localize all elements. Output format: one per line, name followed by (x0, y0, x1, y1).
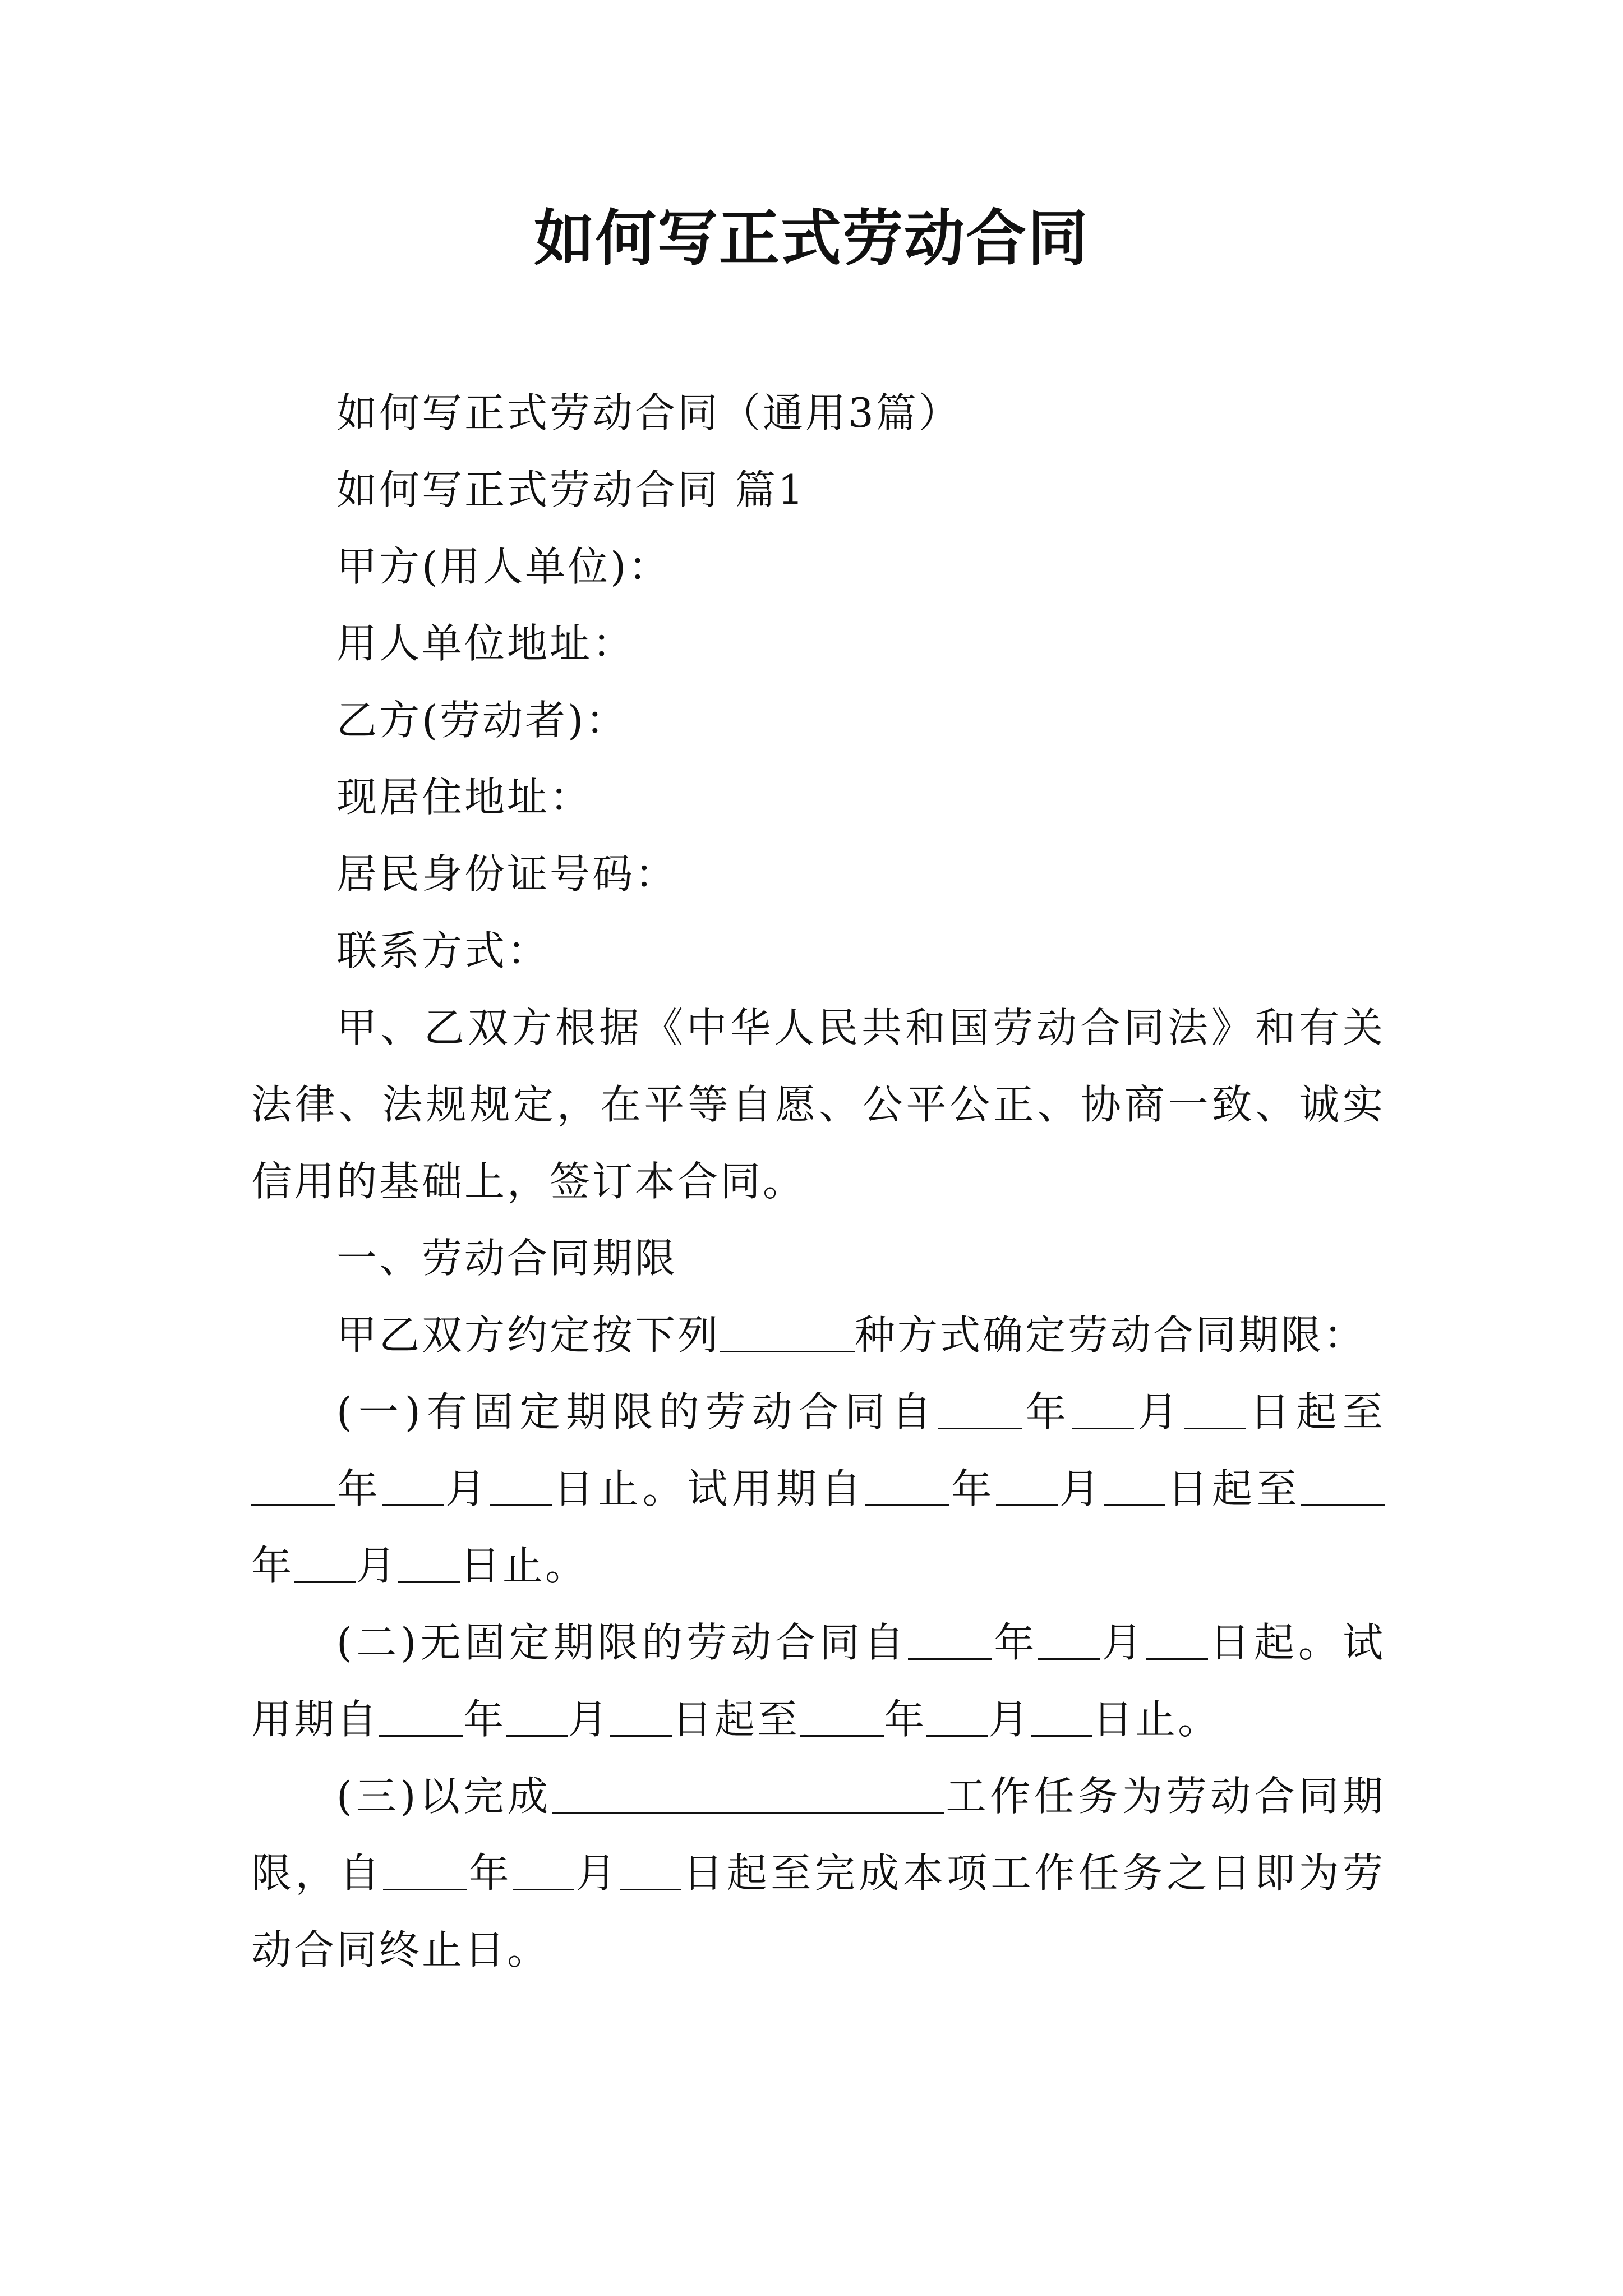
blank-line (398, 1541, 460, 1583)
clause-open-term: (二)无固定期限的劳动合同自 年 月 日起。试用期自 年 月 日起至 年 月 日止。 (251, 1619, 1385, 1743)
blank-line (938, 1387, 1022, 1429)
paragraph: 如何写正式劳动合同 篇1 (336, 466, 806, 513)
party-a-field: 甲方(用人单位)： (336, 543, 671, 590)
term-intro-paragraph: 甲乙双方约定按下列 种方式确定劳动合同期限： (336, 1312, 1367, 1359)
clause-task-term: (三)以完成 工作任务为劳动合同期限，自 年 月 日起至完成本项工作任务之日即为劳动合同终止日。 (251, 1773, 1385, 1973)
blank-line (996, 1464, 1058, 1506)
blank-line (1146, 1618, 1208, 1660)
blank-line (1038, 1618, 1100, 1660)
blank-line (720, 1310, 855, 1352)
blank-line (1184, 1387, 1246, 1429)
id-number-field: 居民身份证号码： (336, 850, 678, 898)
blank-line (506, 1695, 568, 1737)
blank-line (513, 1848, 574, 1890)
blank-line (383, 1848, 467, 1890)
blank-line (926, 1695, 988, 1737)
clause-fixed-term: (一)有固定期限的劳动合同自 年 月 日起至年 月 日止。试用期自 年 月 日起至年 月 日止。 (251, 1388, 1385, 1589)
paragraph: 如何写正式劳动合同（通用3篇） (336, 389, 961, 436)
blank-line (379, 1695, 463, 1737)
preamble-paragraph: 甲、乙双方根据《中华人民共和国劳动合同法》和有关法律、法规规定，在平等自愿、公平公正、协商一致、诚实信用的基础上，签订本合同。 (251, 1004, 1385, 1205)
blank-line (382, 1464, 444, 1506)
contact-field: 联系方式： (336, 927, 550, 974)
blank-line (620, 1848, 681, 1890)
blank-line (552, 1772, 944, 1814)
blank-line (251, 1464, 335, 1506)
document-body (251, 375, 1385, 1989)
blank-line (908, 1618, 992, 1660)
blank-line (610, 1695, 672, 1737)
blank-line (1301, 1464, 1385, 1506)
blank-line (490, 1464, 552, 1506)
residence-address-field: 现居住地址： (336, 774, 593, 821)
blank-line (294, 1541, 356, 1583)
blank-line (1072, 1387, 1134, 1429)
section-heading: 一、劳动合同期限 (336, 1235, 678, 1282)
blank-line (865, 1464, 949, 1506)
employer-address-field: 用人单位地址： (336, 620, 635, 667)
blank-line (1031, 1695, 1092, 1737)
blank-line (800, 1695, 884, 1737)
party-b-field: 乙方(劳动者)： (336, 697, 629, 744)
blank-line (1104, 1464, 1165, 1506)
document-title: 如何写正式劳动合同 (533, 203, 1089, 274)
